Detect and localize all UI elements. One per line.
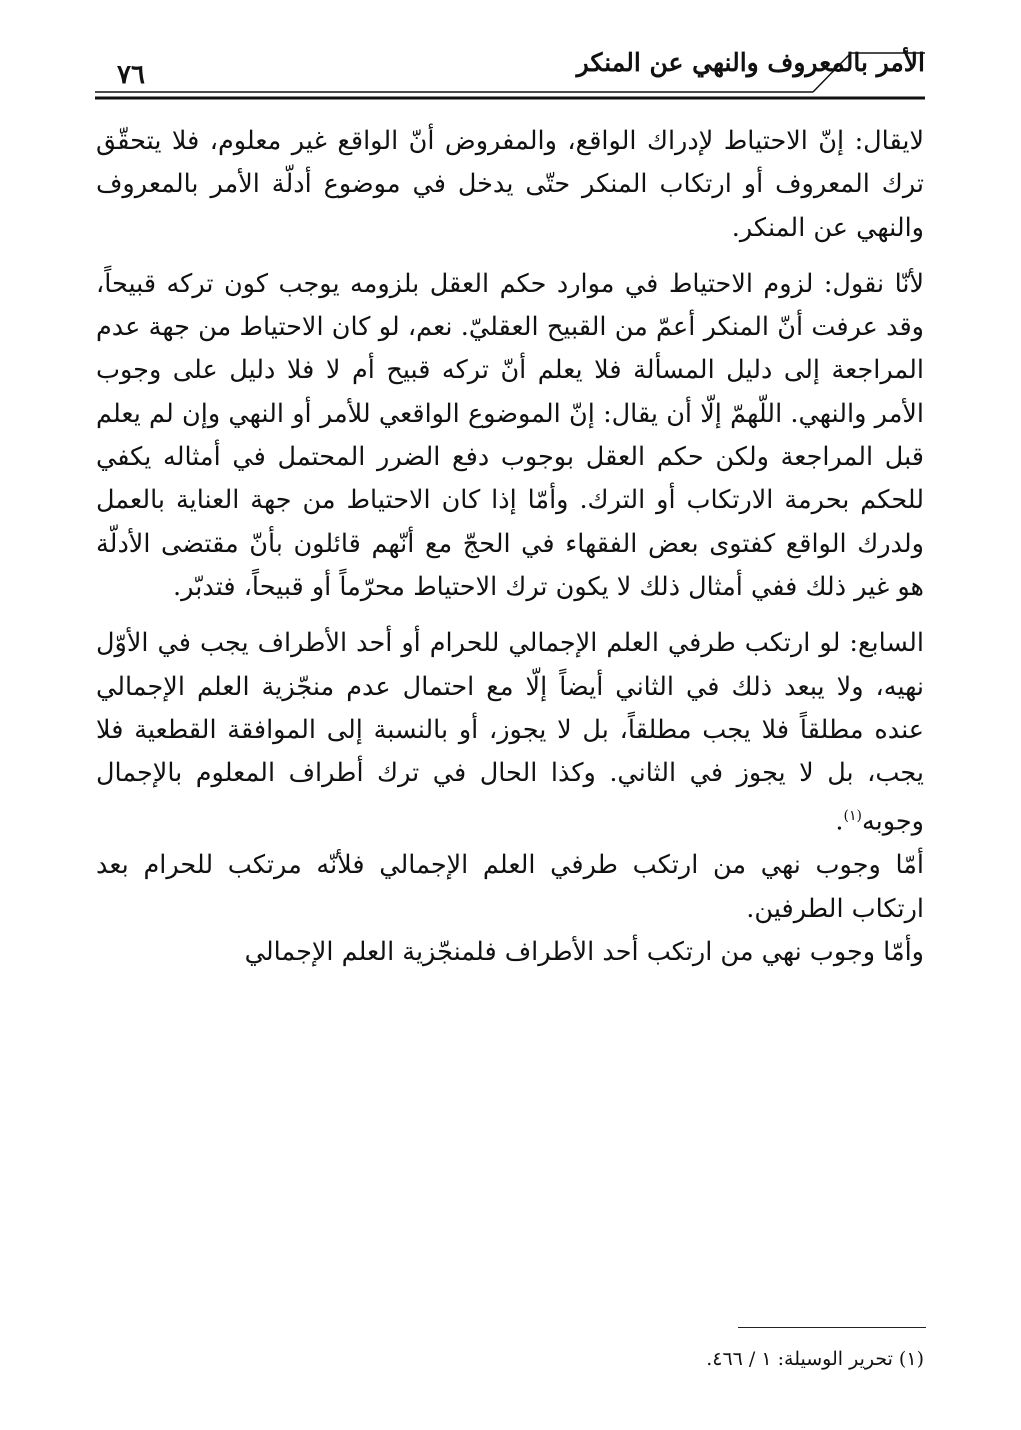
paragraph: لايقال: إنّ الاحتياط لإدراك الواقع، والمفروض أنّ الواقع غير معلوم، فلا يتحقّق ترك المعروف أو ارتكاب المنكر حتّى يدخل في موضوع أدلّة الأمر بالمعروف والنهي عن المنكر. [96,126,924,243]
footnote: (١) تحرير الوسيلة: ١ / ٤٦٦. [706,1348,924,1370]
page-header [95,40,925,100]
sentence-end: . [835,806,844,837]
running-title: الأمر بالمعروف والنهي عن المنكر [576,48,925,77]
paragraph [96,622,924,844]
footnote-separator [738,1327,926,1328]
footnote-marker: (١) [843,808,862,825]
paragraph: وأمّا وجوب نهي من ارتكب أحد الأطراف فلمنجّزية العلم الإجمالي [244,936,924,967]
main-text [96,120,924,974]
paragraph: أمّا وجوب نهي من ارتكب طرفي العلم الإجمالي فلأنّه مرتكب للحرام بعد ارتكاب الطرفين. [96,850,924,924]
paragraph: لأنّا نقول: لزوم الاحتياط في موارد حكم العقل بلزومه يوجب كون تركه قبيحاً، وقد عرفت أنّ المنكر أعمّ من القبيح العقليّ. نعم، لو كان الاحتياط من جهة عدم المراجعة إلى دليل المسألة فلا يعلم أنّ تركه قبيح أم لا فلا دليل على وجوب الأمر والنهي. اللّهمّ إلّا أن يقال: إنّ الموضوع الواقعي للأمر أو النهي وإن لم يعلم قبل المراجعة ولكن حكم العقل بوجوب دفع الضرر المحتمل في أمثاله يكفي للحكم بحرمة الارتكاب أو الترك. وأمّا إذا كان الاحتياط من جهة العناية بالعمل ولدرك الواقع كفتوى بعض الفقهاء في الحجّ مع أنّهم قائلون بأنّ مقتضى الأدلّة هو غير ذلك ففي أمثال ذلك لا يكون ترك الاحتياط محرّماً أو قبيحاً، فتدبّر. [96,268,924,602]
page-number: ٧٦ [117,60,145,90]
paragraph-text: السابع: لو ارتكب طرفي العلم الإجمالي للحرام أو أحد الأطراف يجب في الأوّل نهيه، ولا يبعد ذلك في الثاني أيضاً إلّا مع احتمال عدم منجّزية العلم الإجمالي عنده مطلقاً فلا يجب مطلقاً، بل لا يجوز، أو بالنسبة إلى الموافقة القطعية فلا يجب، بل لا يجوز في الثاني. وكذا الحال في ترك أطراف المعلوم بالإجمال وجوبه [96,628,924,837]
